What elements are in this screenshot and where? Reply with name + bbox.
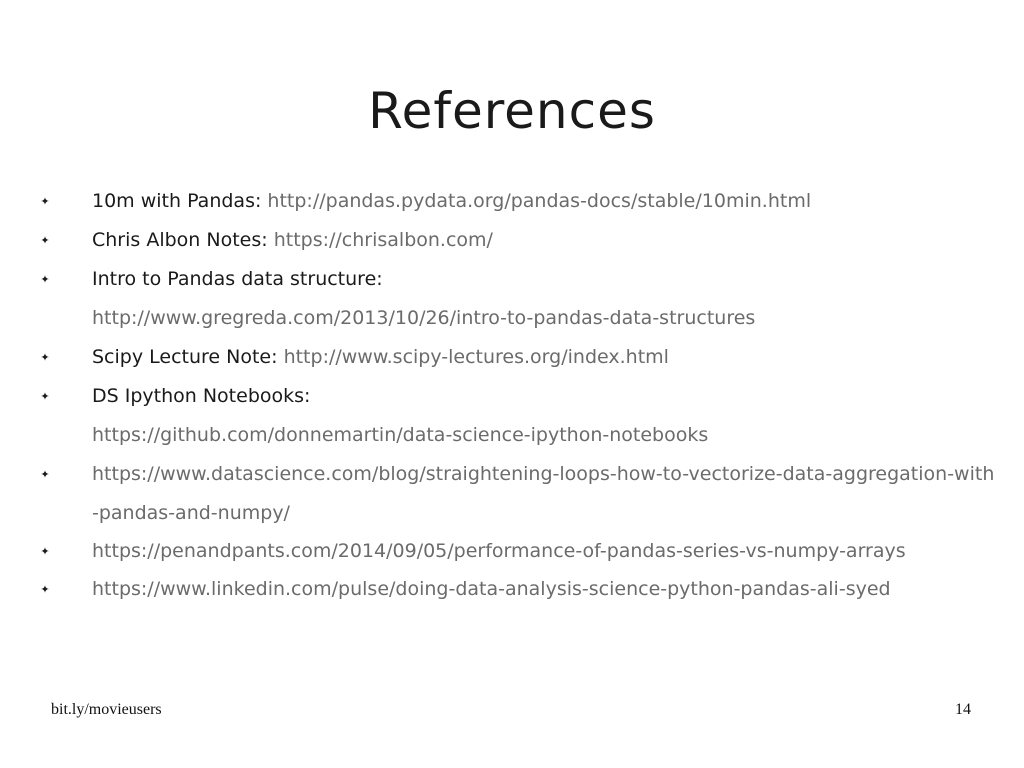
bullet-icon: ✦: [40, 351, 50, 364]
bullet-icon: ✦: [40, 390, 50, 403]
reference-label: Intro to Pandas data structure:: [92, 268, 383, 290]
reference-link[interactable]: https://penandpants.com/2014/09/05/performance-of-pandas-series-vs-numpy-arrays: [92, 540, 906, 562]
reference-item-datascience-vectorize: [38, 455, 998, 533]
reference-label: Scipy Lecture Note:: [92, 346, 284, 368]
reference-link[interactable]: http://www.scipy-lectures.org/index.html: [283, 346, 669, 368]
reference-label: DS Ipython Notebooks:: [92, 385, 311, 407]
reference-item-ds-ipython-notebooks: [38, 377, 998, 455]
reference-link[interactable]: http://pandas.pydata.org/pandas-docs/stable/10min.html: [267, 190, 812, 212]
reference-link[interactable]: https://www.datascience.com/blog/straightening-loops-how-to-vectorize-data-aggregation-with-pandas-and-numpy/: [92, 463, 995, 524]
bullet-icon: ✦: [40, 545, 50, 558]
bullet-icon: ✦: [40, 468, 50, 481]
reference-link[interactable]: http://www.gregreda.com/2013/10/26/intro-to-pandas-data-structures: [92, 307, 756, 329]
reference-link[interactable]: https://www.linkedin.com/pulse/doing-data-analysis-science-python-pandas-ali-syed: [92, 578, 891, 600]
bullet-icon: ✦: [40, 583, 50, 596]
bullet-icon: ✦: [40, 195, 50, 208]
bullet-icon: ✦: [40, 234, 50, 247]
reference-list: [38, 182, 998, 609]
footer-link[interactable]: bit.ly/movieusers: [51, 701, 162, 718]
bullet-icon: ✦: [40, 273, 50, 286]
reference-item-linkedin: [38, 570, 998, 609]
reference-item-scipy-lectures: [38, 338, 998, 377]
reference-item-pandas-data-structure: [38, 260, 998, 338]
reference-link[interactable]: https://github.com/donnemartin/data-science-ipython-notebooks: [92, 424, 709, 446]
reference-item-pandas-10min: [38, 182, 998, 221]
reference-link[interactable]: https://chrisalbon.com/: [273, 229, 493, 251]
reference-item-chris-albon: [38, 221, 998, 260]
page-number: 14: [955, 701, 971, 718]
reference-item-penandpants: [38, 533, 998, 570]
slide-title: References: [368, 82, 656, 140]
reference-label: Chris Albon Notes:: [92, 229, 274, 251]
reference-label: 10m with Pandas:: [92, 190, 268, 212]
